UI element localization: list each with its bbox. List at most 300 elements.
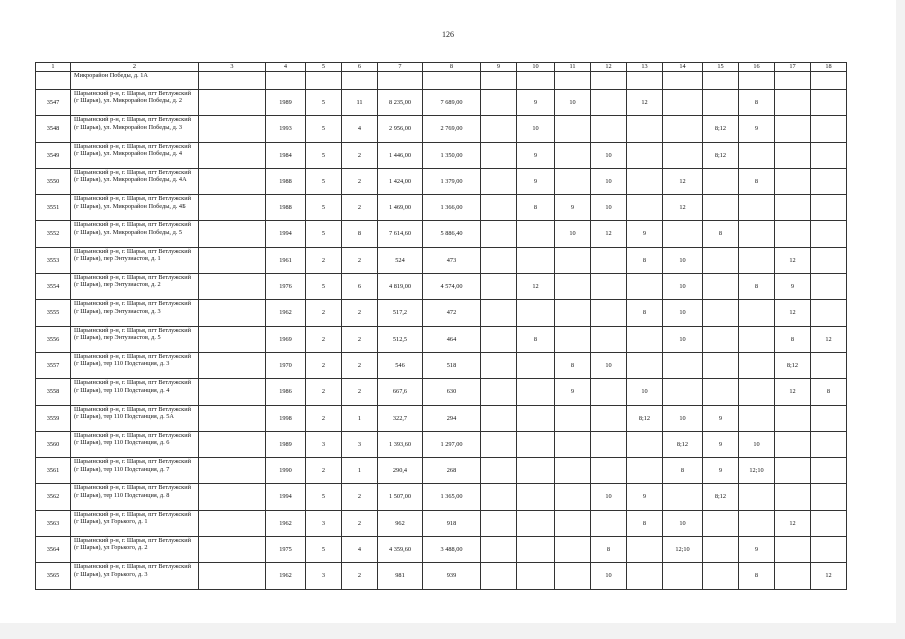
cell-col-8: 464 xyxy=(423,326,481,352)
cell-col-7: 8 235,00 xyxy=(378,90,423,116)
cell-col-16: 8 xyxy=(739,168,775,194)
cell-col-18 xyxy=(811,537,847,563)
cell-col-13 xyxy=(627,326,663,352)
cell-col-5: 2 xyxy=(306,405,342,431)
cell-col-13 xyxy=(627,142,663,168)
address-cell: Шарьинский р-н, г. Шарья, пгт Ветлужский (г Шарья), тер 110 Подстанция, д. 4 xyxy=(71,379,199,405)
cell-col-9 xyxy=(481,484,517,510)
cell-col-11: 10 xyxy=(555,90,591,116)
cell-col-3 xyxy=(199,326,266,352)
cell-col-5: 5 xyxy=(306,537,342,563)
cell-col-9 xyxy=(481,274,517,300)
cell-col-15: 8;12 xyxy=(703,484,739,510)
cell-col-12 xyxy=(591,379,627,405)
cell-col-7: 546 xyxy=(378,352,423,378)
cell-col-10: 9 xyxy=(517,142,555,168)
row-number: 3554 xyxy=(36,274,71,300)
cell-col-18 xyxy=(811,484,847,510)
cell-col-7: 290,4 xyxy=(378,458,423,484)
cell-col-4: 1989 xyxy=(266,90,306,116)
cell-col-8: 473 xyxy=(423,247,481,273)
cell-col-12 xyxy=(591,326,627,352)
cell-col-9 xyxy=(481,116,517,142)
row-number: 3560 xyxy=(36,431,71,457)
column-header-5: 5 xyxy=(306,63,342,72)
cell-col-15: 8;12 xyxy=(703,116,739,142)
cell-col-18 xyxy=(811,352,847,378)
cell-col-6: 6 xyxy=(342,274,378,300)
cell-col-15 xyxy=(703,563,739,589)
table-row xyxy=(36,537,847,563)
cell-col-8: 1 350,00 xyxy=(423,142,481,168)
cell-col-3 xyxy=(199,458,266,484)
cell-col-12 xyxy=(591,274,627,300)
row-number: 3550 xyxy=(36,168,71,194)
cell-col-13: 12 xyxy=(627,90,663,116)
cell-col-15: 8 xyxy=(703,221,739,247)
column-header-4: 4 xyxy=(266,63,306,72)
cell-col-8: 2 769,00 xyxy=(423,116,481,142)
cell-col-16: 8 xyxy=(739,274,775,300)
cell-col-7: 1 424,00 xyxy=(378,168,423,194)
cell-col-12: 10 xyxy=(591,563,627,589)
cell-col-16 xyxy=(739,379,775,405)
cell-col-16: 8 xyxy=(739,90,775,116)
cell-col-12: 10 xyxy=(591,168,627,194)
table-row xyxy=(36,168,847,194)
cell-col-9 xyxy=(481,458,517,484)
cell-col-5: 2 xyxy=(306,326,342,352)
cell-col-16 xyxy=(739,405,775,431)
cell-col-18 xyxy=(811,247,847,273)
cell-col-7: 517,2 xyxy=(378,300,423,326)
cell-col-10 xyxy=(517,379,555,405)
continuation-row xyxy=(36,72,847,90)
housing-register-table xyxy=(35,62,847,590)
cell-col-17: 8 xyxy=(775,326,811,352)
table-row xyxy=(36,195,847,221)
cell-col-14: 8 xyxy=(663,458,703,484)
table-row xyxy=(36,142,847,168)
cell-col-14: 10 xyxy=(663,326,703,352)
cell-col-11 xyxy=(555,458,591,484)
cell-col-11 xyxy=(555,168,591,194)
cell-col-15 xyxy=(703,247,739,273)
cell-col-9 xyxy=(481,221,517,247)
cell-col-9 xyxy=(481,563,517,589)
cell-col-5: 2 xyxy=(306,300,342,326)
cell-col-7: 4 359,60 xyxy=(378,537,423,563)
cell-col-12: 10 xyxy=(591,484,627,510)
row-number: 3555 xyxy=(36,300,71,326)
cell-col-9 xyxy=(481,537,517,563)
row-number: 3562 xyxy=(36,484,71,510)
cell-col-17 xyxy=(775,116,811,142)
cell-col-4: 1962 xyxy=(266,300,306,326)
cell-col-7: 667,6 xyxy=(378,379,423,405)
cell-col-15 xyxy=(703,326,739,352)
cell-col-16 xyxy=(739,142,775,168)
cell-col-16: 8 xyxy=(739,563,775,589)
address-cell: Шарьинский р-н, г. Шарья, пгт Ветлужский (г Шарья), ул Горького, д. 3 xyxy=(71,563,199,589)
cell-col-12: 10 xyxy=(591,195,627,221)
cell-col-11: 8 xyxy=(555,352,591,378)
row-number: 3551 xyxy=(36,195,71,221)
cell-col-12 xyxy=(591,458,627,484)
cell-col-18 xyxy=(811,274,847,300)
column-header-14: 14 xyxy=(663,63,703,72)
cell-col-13 xyxy=(627,458,663,484)
cell-col-12 xyxy=(591,405,627,431)
cell-col-8: 7 689,00 xyxy=(423,90,481,116)
cell-col-15 xyxy=(703,352,739,378)
cell-col-17: 12 xyxy=(775,510,811,536)
cell-col-4: 1961 xyxy=(266,247,306,273)
cell-col-18 xyxy=(811,116,847,142)
cell-col-13 xyxy=(627,116,663,142)
cell-col-15 xyxy=(703,90,739,116)
cell-col-3 xyxy=(199,379,266,405)
cell-col-3 xyxy=(199,90,266,116)
cell-col-11 xyxy=(555,537,591,563)
cell-col-18: 8 xyxy=(811,379,847,405)
row-number: 3563 xyxy=(36,510,71,536)
cell-col-15: 8;12 xyxy=(703,142,739,168)
address-cell: Шарьинский р-н, г. Шарья, пгт Ветлужский (г Шарья), тер 110 Подстанция, д. 3 xyxy=(71,352,199,378)
cell-col-18 xyxy=(811,458,847,484)
cell-col-15: 9 xyxy=(703,431,739,457)
cell-col-11 xyxy=(555,300,591,326)
address-cell: Шарьинский р-н, г. Шарья, пгт Ветлужский (г Шарья), пер Энтузиастов, д. 3 xyxy=(71,300,199,326)
cell-col-13: 8 xyxy=(627,247,663,273)
cell-col-6: 2 xyxy=(342,563,378,589)
cell-col-9 xyxy=(481,247,517,273)
cell-col-13 xyxy=(627,431,663,457)
cell-col-6: 2 xyxy=(342,326,378,352)
cell-col-16 xyxy=(739,510,775,536)
cell-col-18 xyxy=(811,405,847,431)
cell-col-7: 512,5 xyxy=(378,326,423,352)
cell-col-4: 1969 xyxy=(266,326,306,352)
row-number: 3547 xyxy=(36,90,71,116)
cell-col-9 xyxy=(481,195,517,221)
address-cell: Шарьинский р-н, г. Шарья, пгт Ветлужский (г Шарья), пер Энтузиастов, д. 1 xyxy=(71,247,199,273)
cell-col-4: 1976 xyxy=(266,274,306,300)
cell-col-12 xyxy=(591,510,627,536)
cell-col-4: 1988 xyxy=(266,195,306,221)
cell-col-3 xyxy=(199,484,266,510)
cell-col-16 xyxy=(739,247,775,273)
cell-col-13 xyxy=(627,563,663,589)
cell-col-13: 10 xyxy=(627,379,663,405)
column-header-13: 13 xyxy=(627,63,663,72)
cell-col-11 xyxy=(555,142,591,168)
row-number: 3559 xyxy=(36,405,71,431)
column-header-3: 3 xyxy=(199,63,266,72)
cell-col-5: 5 xyxy=(306,195,342,221)
cell-col-7: 981 xyxy=(378,563,423,589)
table-row xyxy=(36,431,847,457)
table-row xyxy=(36,274,847,300)
cell-col-18 xyxy=(811,221,847,247)
cell-col-9 xyxy=(481,510,517,536)
cell-col-4: 1975 xyxy=(266,537,306,563)
cell-col-15 xyxy=(703,300,739,326)
cell-col-4: 1994 xyxy=(266,221,306,247)
cell-col-8: 630 xyxy=(423,379,481,405)
address-cell: Шарьинский р-н, г. Шарья, пгт Ветлужский (г Шарья), ул. Микрорайон Победы, д. 4А xyxy=(71,168,199,194)
cell-col-10: 8 xyxy=(517,195,555,221)
table-row xyxy=(36,221,847,247)
cell-col-12: 12 xyxy=(591,221,627,247)
cell-col-8: 1 366,00 xyxy=(423,195,481,221)
cell-col-10 xyxy=(517,458,555,484)
cell-col-10: 8 xyxy=(517,326,555,352)
row-number: 3556 xyxy=(36,326,71,352)
cell-col-6: 4 xyxy=(342,537,378,563)
cell-col-14 xyxy=(663,484,703,510)
cell-col-13 xyxy=(627,352,663,378)
column-header-1: 1 xyxy=(36,63,71,72)
cell-col-5: 5 xyxy=(306,168,342,194)
address-cell: Шарьинский р-н, г. Шарья, пгт Ветлужский (г Шарья), ул. Микрорайон Победы, д. 5 xyxy=(71,221,199,247)
cell-col-15 xyxy=(703,537,739,563)
cell-col-4: 1998 xyxy=(266,405,306,431)
cell-col-14 xyxy=(663,379,703,405)
cell-col-10 xyxy=(517,405,555,431)
cell-col-3 xyxy=(199,537,266,563)
cell-col-17: 9 xyxy=(775,274,811,300)
cell-col-11 xyxy=(555,510,591,536)
cell-col-17 xyxy=(775,195,811,221)
cell-col-10 xyxy=(517,484,555,510)
cell-col-11: 9 xyxy=(555,379,591,405)
cell-col-10: 12 xyxy=(517,274,555,300)
cell-col-6: 11 xyxy=(342,90,378,116)
cell-col-4: 1993 xyxy=(266,116,306,142)
cell-col-12 xyxy=(591,300,627,326)
table-row xyxy=(36,352,847,378)
cell-col-8: 1 379,00 xyxy=(423,168,481,194)
cell-col-16: 10 xyxy=(739,431,775,457)
cell-col-6: 3 xyxy=(342,431,378,457)
table-row xyxy=(36,563,847,589)
cell-col-6: 2 xyxy=(342,352,378,378)
cell-col-8: 939 xyxy=(423,563,481,589)
cell-col-9 xyxy=(481,379,517,405)
cell-col-13 xyxy=(627,195,663,221)
cell-col-7: 1 446,00 xyxy=(378,142,423,168)
column-header-18: 18 xyxy=(811,63,847,72)
cell-col-5: 3 xyxy=(306,431,342,457)
cell-col-6: 2 xyxy=(342,142,378,168)
cell-col-10 xyxy=(517,221,555,247)
cell-col-3 xyxy=(199,352,266,378)
cell-col-6: 2 xyxy=(342,510,378,536)
address-cell: Шарьинский р-н, г. Шарья, пгт Ветлужский (г Шарья), тер 110 Подстанция, д. 5А xyxy=(71,405,199,431)
cell-col-6: 1 xyxy=(342,405,378,431)
cell-col-3 xyxy=(199,116,266,142)
table-row xyxy=(36,379,847,405)
address-cell: Шарьинский р-н, г. Шарья, пгт Ветлужский (г Шарья), ул. Микрорайон Победы, д. 4 xyxy=(71,142,199,168)
address-cell: Шарьинский р-н, г. Шарья, пгт Ветлужский (г Шарья), ул. Микрорайон Победы, д. 2 xyxy=(71,90,199,116)
cell-col-5: 5 xyxy=(306,142,342,168)
cell-col-12: 8 xyxy=(591,537,627,563)
cell-col-18 xyxy=(811,195,847,221)
cell-col-13 xyxy=(627,168,663,194)
cell-col-14: 10 xyxy=(663,405,703,431)
column-header-17: 17 xyxy=(775,63,811,72)
cell-col-18: 12 xyxy=(811,326,847,352)
cell-col-13: 9 xyxy=(627,484,663,510)
cell-col-4: 1986 xyxy=(266,379,306,405)
cell-col-4: 1962 xyxy=(266,563,306,589)
cell-col-18 xyxy=(811,510,847,536)
table-row xyxy=(36,90,847,116)
cell-col-10 xyxy=(517,563,555,589)
cell-col-3 xyxy=(199,142,266,168)
row-number: 3558 xyxy=(36,379,71,405)
cell-col-10: 10 xyxy=(517,116,555,142)
address-cell: Шарьинский р-н, г. Шарья, пгт Ветлужский (г Шарья), ул. Микрорайон Победы, д. 3 xyxy=(71,116,199,142)
column-header-16: 16 xyxy=(739,63,775,72)
cell-col-6: 8 xyxy=(342,221,378,247)
cell-col-6: 2 xyxy=(342,247,378,273)
cell-col-15 xyxy=(703,379,739,405)
cell-col-9 xyxy=(481,352,517,378)
cell-col-5: 2 xyxy=(306,458,342,484)
cell-col-13: 9 xyxy=(627,221,663,247)
cell-col-9 xyxy=(481,142,517,168)
cell-col-5: 5 xyxy=(306,221,342,247)
cell-col-17 xyxy=(775,563,811,589)
column-header-6: 6 xyxy=(342,63,378,72)
address-cell: Шарьинский р-н, г. Шарья, пгт Ветлужский (г Шарья), пер Энтузиастов, д. 2 xyxy=(71,274,199,300)
cell-col-6: 2 xyxy=(342,168,378,194)
cell-col-12 xyxy=(591,431,627,457)
cell-col-7: 962 xyxy=(378,510,423,536)
row-number: 3552 xyxy=(36,221,71,247)
cell-col-14: 10 xyxy=(663,300,703,326)
address-cell: Шарьинский р-н, г. Шарья, пгт Ветлужский (г Шарья), ул Горького, д. 2 xyxy=(71,537,199,563)
address-cell: Шарьинский р-н, г. Шарья, пгт Ветлужский (г Шарья), тер 110 Подстанция, д. 8 xyxy=(71,484,199,510)
cell-col-7: 7 614,60 xyxy=(378,221,423,247)
cell-col-18 xyxy=(811,90,847,116)
cell-col-14 xyxy=(663,563,703,589)
row-number: 3564 xyxy=(36,537,71,563)
cell-col-10 xyxy=(517,352,555,378)
row-number: 3553 xyxy=(36,247,71,273)
cell-col-4: 1984 xyxy=(266,142,306,168)
table-row xyxy=(36,484,847,510)
cell-col-16 xyxy=(739,352,775,378)
cell-col-15 xyxy=(703,195,739,221)
cell-col-17: 8;12 xyxy=(775,352,811,378)
cell-col-14 xyxy=(663,142,703,168)
table-row xyxy=(36,405,847,431)
cell-col-11 xyxy=(555,116,591,142)
cell-col-9 xyxy=(481,405,517,431)
cell-col-16 xyxy=(739,484,775,510)
cell-col-17 xyxy=(775,484,811,510)
cell-col-16 xyxy=(739,195,775,221)
cell-col-14 xyxy=(663,352,703,378)
cell-col-14: 8;12 xyxy=(663,431,703,457)
table-row xyxy=(36,326,847,352)
cell-col-8: 3 488,00 xyxy=(423,537,481,563)
cell-col-15: 9 xyxy=(703,405,739,431)
cell-col-10: 9 xyxy=(517,168,555,194)
cell-col-11 xyxy=(555,405,591,431)
cell-col-3 xyxy=(199,195,266,221)
cell-col-14: 10 xyxy=(663,510,703,536)
cell-col-11: 9 xyxy=(555,195,591,221)
cell-col-8: 472 xyxy=(423,300,481,326)
table-row xyxy=(36,247,847,273)
cell-col-17 xyxy=(775,221,811,247)
cell-col-7: 322,7 xyxy=(378,405,423,431)
table-row xyxy=(36,300,847,326)
cell-col-6: 1 xyxy=(342,458,378,484)
cell-col-13 xyxy=(627,274,663,300)
cell-col-8: 518 xyxy=(423,352,481,378)
cell-col-8: 268 xyxy=(423,458,481,484)
cell-col-17 xyxy=(775,168,811,194)
row-number: 3561 xyxy=(36,458,71,484)
cell-col-4: 1989 xyxy=(266,431,306,457)
column-header-15: 15 xyxy=(703,63,739,72)
cell-col-15 xyxy=(703,168,739,194)
row-number: 3565 xyxy=(36,563,71,589)
cell-col-7: 4 819,00 xyxy=(378,274,423,300)
cell-col-4: 1970 xyxy=(266,352,306,378)
address-cell: Шарьинский р-н, г. Шарья, пгт Ветлужский (г Шарья), тер 110 Подстанция, д. 7 xyxy=(71,458,199,484)
cell-col-3 xyxy=(199,510,266,536)
cell-col-8: 1 365,00 xyxy=(423,484,481,510)
cell-col-16 xyxy=(739,221,775,247)
cell-col-5: 2 xyxy=(306,352,342,378)
cell-col-5: 5 xyxy=(306,274,342,300)
cell-col-5: 5 xyxy=(306,116,342,142)
cell-col-14 xyxy=(663,221,703,247)
cell-col-6: 2 xyxy=(342,484,378,510)
cell-col-15 xyxy=(703,510,739,536)
address-cell: Шарьинский р-н, г. Шарья, пгт Ветлужский (г Шарья), тер 110 Подстанция, д. 6 xyxy=(71,431,199,457)
cell-col-16: 9 xyxy=(739,116,775,142)
cell-col-10 xyxy=(517,300,555,326)
cell-col-14: 10 xyxy=(663,274,703,300)
table-row xyxy=(36,458,847,484)
cell-col-16 xyxy=(739,326,775,352)
cell-col-5: 3 xyxy=(306,563,342,589)
cell-col-14: 12 xyxy=(663,168,703,194)
row-number: 3548 xyxy=(36,116,71,142)
cell-col-17 xyxy=(775,405,811,431)
cell-col-6: 2 xyxy=(342,300,378,326)
cell-col-16: 12;10 xyxy=(739,458,775,484)
cell-col-13: 8 xyxy=(627,300,663,326)
cell-col-5: 3 xyxy=(306,510,342,536)
table-row xyxy=(36,510,847,536)
column-header-7: 7 xyxy=(378,63,423,72)
cell-col-18 xyxy=(811,300,847,326)
cell-col-6: 2 xyxy=(342,379,378,405)
cell-col-11 xyxy=(555,484,591,510)
cell-col-18 xyxy=(811,431,847,457)
cell-col-7: 524 xyxy=(378,247,423,273)
address-cell: Шарьинский р-н, г. Шарья, пгт Ветлужский (г Шарья), ул Горького, д. 1 xyxy=(71,510,199,536)
cell-col-10 xyxy=(517,247,555,273)
